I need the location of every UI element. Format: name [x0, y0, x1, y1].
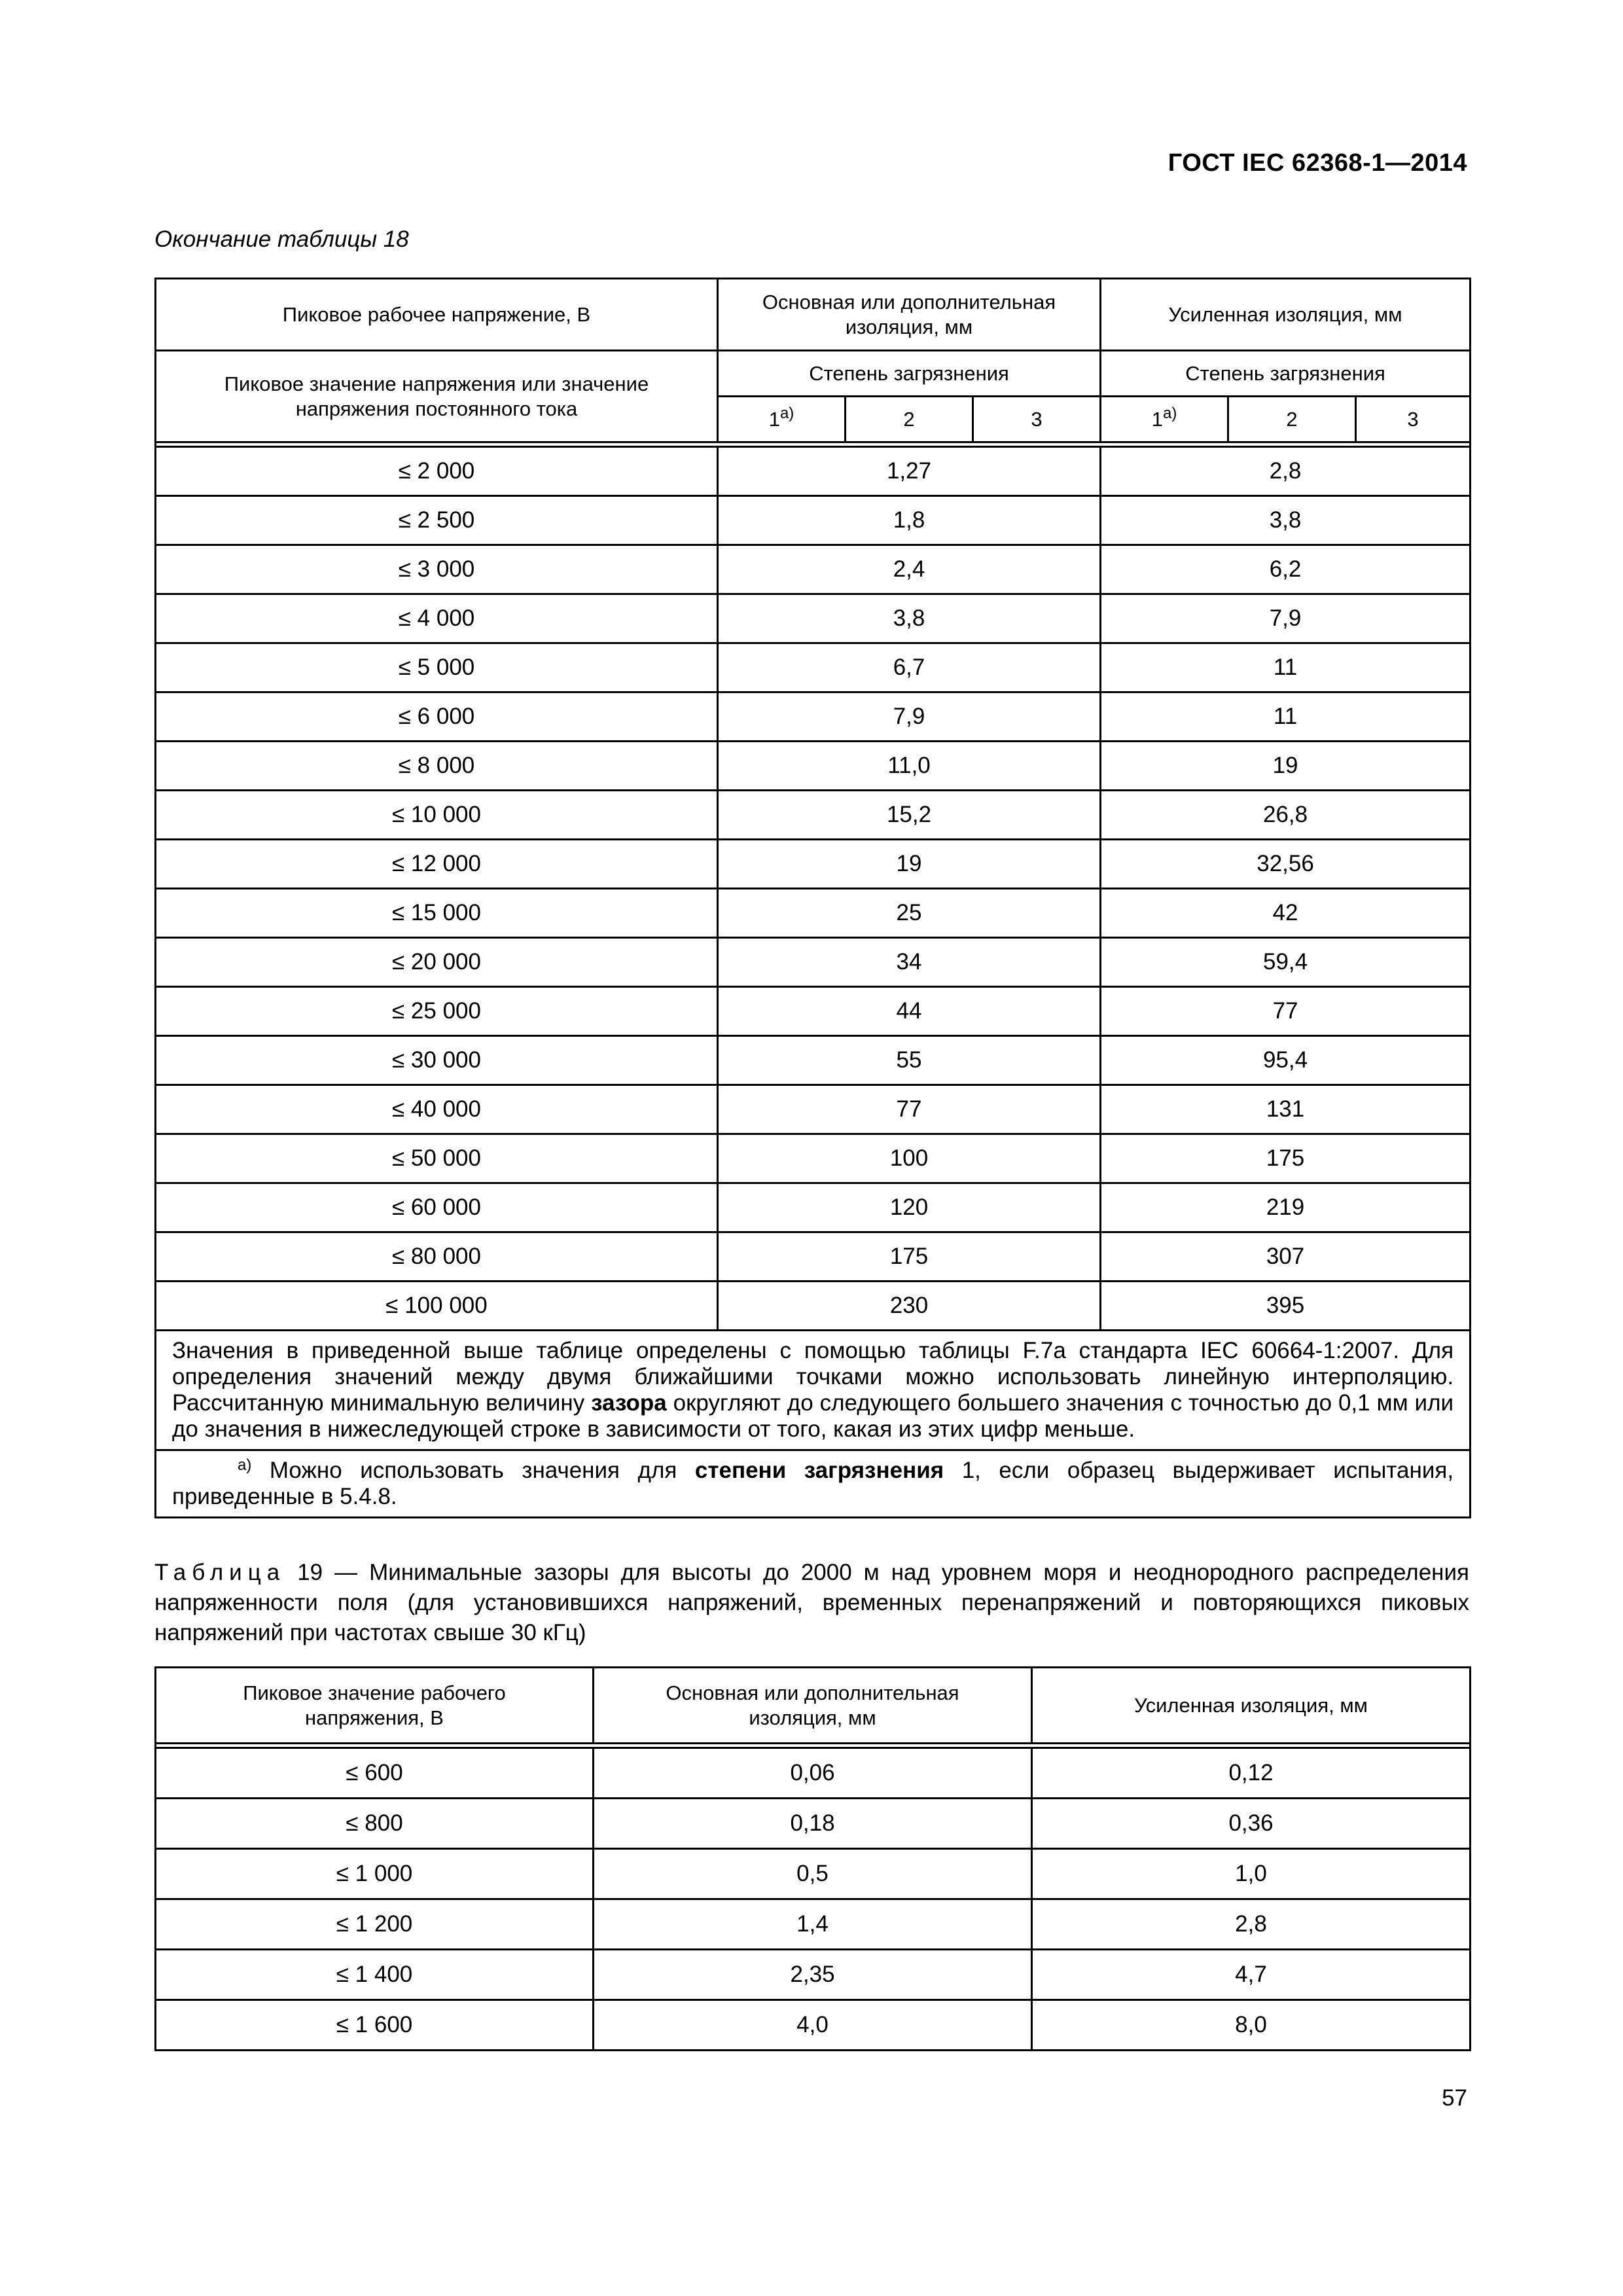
basic-insulation-cell: 1,4 — [594, 1899, 1032, 1950]
reinforced-insulation-cell: 131 — [1101, 1085, 1471, 1134]
reinforced-insulation-cell: 1,0 — [1032, 1849, 1471, 1899]
voltage-cell: ≤ 20 000 — [156, 938, 718, 987]
table-row — [156, 791, 1471, 840]
basic-insulation-cell: 77 — [718, 1085, 1101, 1134]
basic-insulation-cell: 11,0 — [718, 742, 1101, 791]
table-row — [156, 643, 1471, 692]
table-row — [156, 987, 1471, 1036]
voltage-cell: ≤ 1 400 — [156, 1950, 594, 2000]
voltage-cell: ≤ 800 — [156, 1799, 594, 1849]
reinforced-insulation-cell: 2,8 — [1101, 447, 1471, 496]
table-footnote: $^{а)}$ Можно использовать значения для степени загрязнения 1, если образец выдерживает испытания, приведенные в 5.4.8. — [156, 1450, 1471, 1518]
header-degree-1-basic: $1^{а)}$ — [718, 397, 846, 442]
header-separator — [156, 442, 1471, 447]
basic-insulation-cell: 1,27 — [718, 447, 1101, 496]
voltage-cell: ≤ 10 000 — [156, 791, 718, 840]
table-row — [156, 1036, 1471, 1085]
table-row — [156, 594, 1471, 643]
reinforced-insulation-cell: 0,12 — [1032, 1748, 1471, 1799]
table-row — [156, 938, 1471, 987]
table-row — [156, 692, 1471, 742]
reinforced-insulation-cell: 219 — [1101, 1183, 1471, 1232]
reinforced-insulation-cell: 175 — [1101, 1134, 1471, 1183]
table-row — [156, 496, 1471, 545]
reinforced-insulation-cell: 59,4 — [1101, 938, 1471, 987]
basic-insulation-cell: 100 — [718, 1134, 1101, 1183]
header-degree-2-reinforced: 2 — [1228, 397, 1356, 442]
table-row — [156, 1899, 1471, 1950]
table-row — [156, 889, 1471, 938]
table-19 — [154, 1666, 1471, 2051]
table-row — [156, 1950, 1471, 2000]
reinforced-insulation-cell: 6,2 — [1101, 545, 1471, 594]
table-row — [156, 545, 1471, 594]
reinforced-insulation-cell: 2,8 — [1032, 1899, 1471, 1950]
reinforced-insulation-cell: 32,56 — [1101, 840, 1471, 889]
basic-insulation-cell: 230 — [718, 1282, 1101, 1331]
header-separator — [156, 1744, 1471, 1748]
basic-insulation-cell: 0,5 — [594, 1849, 1032, 1899]
table-18 — [154, 278, 1471, 1518]
voltage-cell: ≤ 15 000 — [156, 889, 718, 938]
basic-insulation-cell: 19 — [718, 840, 1101, 889]
header-degree-3-basic: 3 — [973, 397, 1101, 442]
reinforced-insulation-cell: 0,36 — [1032, 1799, 1471, 1849]
reinforced-insulation-cell: 11 — [1101, 643, 1471, 692]
table-row — [156, 1849, 1471, 1899]
basic-insulation-cell: 6,7 — [718, 643, 1101, 692]
voltage-cell: ≤ 1 600 — [156, 2000, 594, 2051]
voltage-cell: ≤ 3 000 — [156, 545, 718, 594]
voltage-cell: ≤ 30 000 — [156, 1036, 718, 1085]
basic-insulation-cell: 3,8 — [718, 594, 1101, 643]
reinforced-insulation-cell: 11 — [1101, 692, 1471, 742]
header-peak-working-voltage: Пиковое значение рабочего напряжения, В — [156, 1668, 594, 1744]
basic-insulation-cell: 15,2 — [718, 791, 1101, 840]
table-row — [156, 742, 1471, 791]
reinforced-insulation-cell: 7,9 — [1101, 594, 1471, 643]
table-row — [156, 447, 1471, 496]
header-pollution-degree-reinforced: Степень загрязнения — [1101, 351, 1471, 397]
reinforced-insulation-cell: 3,8 — [1101, 496, 1471, 545]
basic-insulation-cell: 2,35 — [594, 1950, 1032, 2000]
table-note: Значения в приведенной выше таблице определены с помощью таблицы F.7a стандарта IEC 60664-1:2007. Для определения значений между двумя ближайшими точками можно использовать линейную интерполяцию. Рассчитанную минимальную величину зазора округляют до следующего большего значения с точностью до 0,1 мм или до значения в нижеследующей строке в зависимости от того, какая из этих цифр меньше. — [156, 1331, 1471, 1450]
voltage-cell: ≤ 6 000 — [156, 692, 718, 742]
reinforced-insulation-cell: 77 — [1101, 987, 1471, 1036]
basic-insulation-cell: 4,0 — [594, 2000, 1032, 2051]
voltage-cell: ≤ 60 000 — [156, 1183, 718, 1232]
voltage-cell: ≤ 25 000 — [156, 987, 718, 1036]
header-peak-working-voltage: Пиковое рабочее напряжение, В — [156, 279, 718, 351]
header-reinforced-insulation: Усиленная изоляция, мм — [1032, 1668, 1471, 1744]
voltage-cell: ≤ 2 500 — [156, 496, 718, 545]
basic-insulation-cell: 25 — [718, 889, 1101, 938]
reinforced-insulation-cell: 95,4 — [1101, 1036, 1471, 1085]
basic-insulation-cell: 55 — [718, 1036, 1101, 1085]
header-peak-dc-voltage: Пиковое значение напряжения или значение напряжения постоянного тока — [156, 351, 718, 442]
header-basic-insulation: Основная или дополнительная изоляция, мм — [594, 1668, 1032, 1744]
voltage-cell: ≤ 1 200 — [156, 1899, 594, 1950]
table-19-caption: Таблица 19 — Минимальные зазоры для высоты до 2000 м над уровнем моря и неоднородного распределения напряженности поля (для установившихся напряжений, временных перенапряжений и повторяющихся пиковых напряжений при частотах свыше 30 кГц) — [154, 1560, 1469, 1645]
header-reinforced-insulation: Усиленная изоляция, мм — [1101, 279, 1471, 351]
page-number: 57 — [1442, 2085, 1467, 2111]
voltage-cell: ≤ 50 000 — [156, 1134, 718, 1183]
voltage-cell: ≤ 8 000 — [156, 742, 718, 791]
document-code: ГОСТ IEC 62368-1—2014 — [1168, 149, 1467, 177]
basic-insulation-cell: 34 — [718, 938, 1101, 987]
header-degree-2-basic: 2 — [846, 397, 973, 442]
table-row — [156, 1085, 1471, 1134]
reinforced-insulation-cell: 8,0 — [1032, 2000, 1471, 2051]
reinforced-insulation-cell: 26,8 — [1101, 791, 1471, 840]
table-row — [156, 1183, 1471, 1232]
voltage-cell: ≤ 5 000 — [156, 643, 718, 692]
table-row — [156, 840, 1471, 889]
header-degree-1-reinforced: $1^{а)}$ — [1101, 397, 1228, 442]
table-row — [156, 2000, 1471, 2051]
table-row — [156, 1282, 1471, 1331]
basic-insulation-cell: 120 — [718, 1183, 1101, 1232]
reinforced-insulation-cell: 19 — [1101, 742, 1471, 791]
table-row — [156, 1799, 1471, 1849]
basic-insulation-cell: 0,06 — [594, 1748, 1032, 1799]
reinforced-insulation-cell: 42 — [1101, 889, 1471, 938]
voltage-cell: ≤ 80 000 — [156, 1232, 718, 1282]
voltage-cell: ≤ 4 000 — [156, 594, 718, 643]
voltage-cell: ≤ 12 000 — [156, 840, 718, 889]
table-row — [156, 1134, 1471, 1183]
header-pollution-degree-basic: Степень загрязнения — [718, 351, 1101, 397]
voltage-cell: ≤ 600 — [156, 1748, 594, 1799]
header-degree-3-reinforced: 3 — [1356, 397, 1471, 442]
table-row — [156, 1748, 1471, 1799]
reinforced-insulation-cell: 395 — [1101, 1282, 1471, 1331]
basic-insulation-cell: 44 — [718, 987, 1101, 1036]
basic-insulation-cell: 1,8 — [718, 496, 1101, 545]
basic-insulation-cell: 175 — [718, 1232, 1101, 1282]
basic-insulation-cell: 0,18 — [594, 1799, 1032, 1849]
voltage-cell: ≤ 2 000 — [156, 447, 718, 496]
basic-insulation-cell: 2,4 — [718, 545, 1101, 594]
reinforced-insulation-cell: 4,7 — [1032, 1950, 1471, 2000]
voltage-cell: ≤ 1 000 — [156, 1849, 594, 1899]
basic-insulation-cell: 7,9 — [718, 692, 1101, 742]
header-basic-insulation: Основная или дополнительная изоляция, мм — [718, 279, 1101, 351]
table-row — [156, 1232, 1471, 1282]
voltage-cell: ≤ 40 000 — [156, 1085, 718, 1134]
table-continuation-label: Окончание таблицы 18 — [154, 226, 409, 252]
voltage-cell: ≤ 100 000 — [156, 1282, 718, 1331]
reinforced-insulation-cell: 307 — [1101, 1232, 1471, 1282]
